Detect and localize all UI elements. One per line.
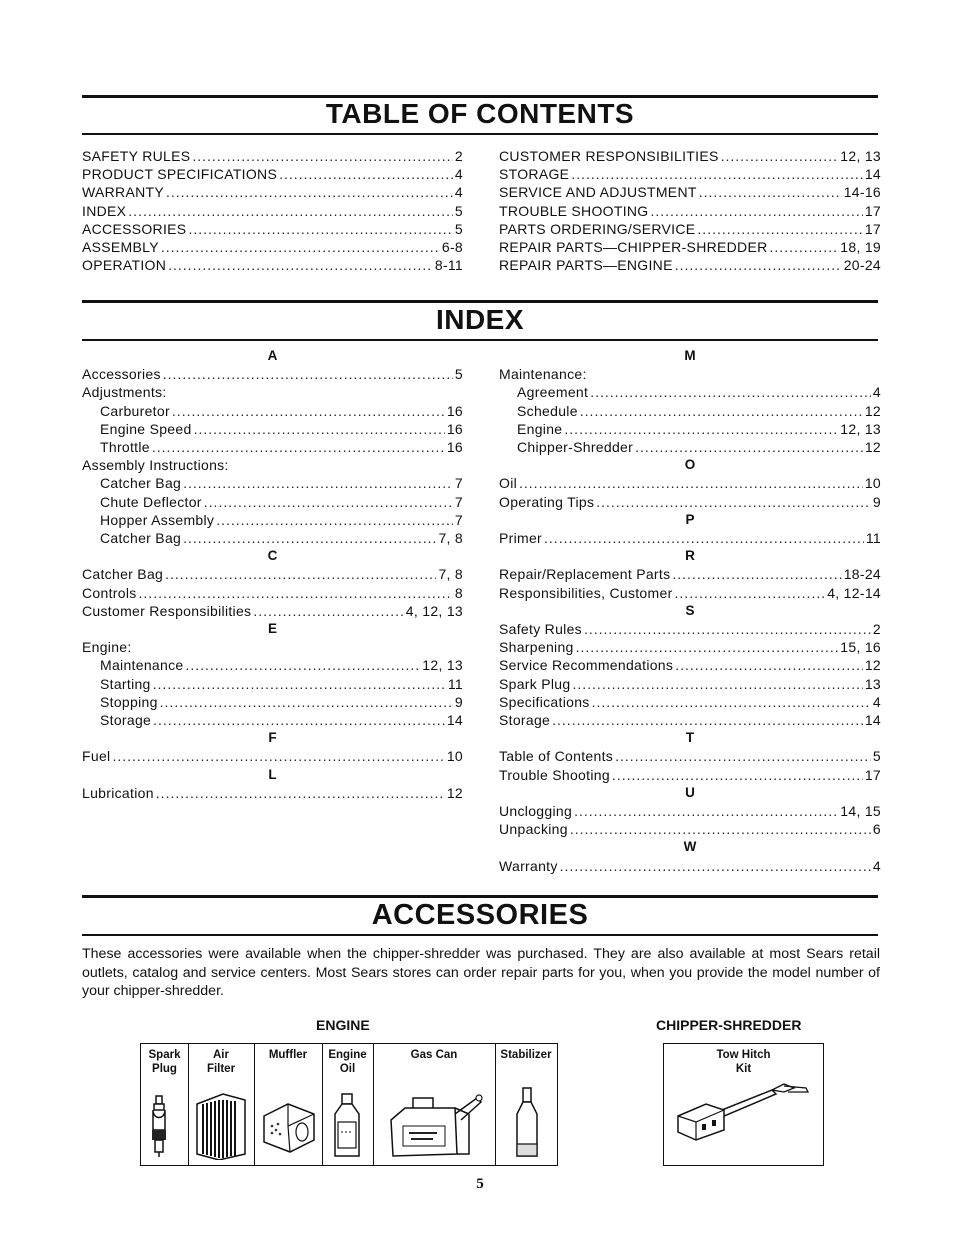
entry-page: 17 [864,202,881,219]
entry-page: 4 [872,384,881,401]
engine-group-label: ENGINE [316,1017,370,1033]
entry-page: 12, 13 [422,657,463,674]
entry-page: 12 [864,439,881,456]
entry-page: 4, 12, 13 [405,602,463,619]
index-entry [499,474,881,492]
toc-entry [82,183,463,201]
entry-label: Stopping [100,693,158,710]
index-letter-heading: T [685,730,695,746]
entry-page: 14-16 [843,184,881,201]
entry-label: PARTS ORDERING/SERVICE [499,220,696,237]
entry-label: Primer [499,530,543,547]
dot-leader [564,420,838,438]
entry-page: 4, 12-14 [827,584,881,601]
index-entry [499,820,881,838]
dot-leader [576,638,839,656]
entry-page: 9 [454,693,463,710]
dot-leader [163,365,453,383]
dot-leader [721,147,839,165]
stabilizer-icon [509,1086,545,1160]
dot-leader [160,693,453,711]
entry-label: WARRANTY [82,184,164,201]
entry-page: 13 [864,675,881,692]
engine-cell-4 [322,1044,374,1165]
dot-leader [572,675,862,693]
entry-label: TROUBLE SHOOTING [499,202,649,219]
entry-label: Engine Speed [100,420,192,437]
entry-label: SAFETY RULES [82,148,191,164]
entry-label: Operating Tips [499,493,595,510]
entry-label: Throttle [100,439,150,456]
index-group-heading [82,383,463,401]
entry-label: Safety Rules [499,621,582,638]
entry-label: REPAIR PARTS—CHIPPER-SHREDDER [499,239,768,256]
dot-leader [183,474,453,492]
toc-entry [82,238,463,256]
toc-entry [82,202,463,220]
entry-label: Agreement [517,384,589,401]
entry-label: Customer Responsibilities [82,602,252,619]
entry-page: 7, 8 [438,530,463,547]
dot-leader [697,220,862,238]
dot-leader [216,511,453,529]
engine-cell-5 [373,1044,496,1165]
toc-title: TABLE OF CONTENTS [325,98,635,129]
entry-label: Schedule [517,402,578,419]
toc-left-column [82,147,463,274]
index-entry [82,711,463,729]
toc-right-column [499,147,881,274]
entry-page: 12, 13 [840,148,881,164]
index-letter-heading: W [683,839,697,855]
entry-page: 5 [454,366,463,383]
entry-page: 17 [864,220,881,237]
entry-page: 2 [872,621,881,638]
index-entry [499,747,881,765]
entry-label: REPAIR PARTS—ENGINE [499,257,673,274]
dot-leader [188,220,452,238]
entry-page: 6-8 [441,239,463,256]
dot-leader [279,165,453,183]
entry-label: STORAGE [499,166,570,183]
index-entry [82,602,463,620]
entry-page: 18-24 [843,566,881,583]
entry-page: 4 [872,693,881,710]
toc-entry [499,165,881,183]
engine-accessories-table [140,1043,558,1166]
air-filter-label: Air Filter [206,1049,236,1075]
entry-label: Sharpening [499,639,574,656]
index-letter-heading: F [268,730,277,746]
entry-label: Accessories [82,366,161,383]
dot-leader [153,675,446,693]
index-letter-heading: M [684,348,696,363]
entry-label: Carburetor [100,402,170,419]
gas-can-label: Gas Can [410,1049,458,1061]
index-entry [499,565,881,583]
entry-label: Catcher Bag [100,475,182,492]
accessories-paragraph: These accessories were available when the chipper-shredder was purchased. They are also available at most Sears retail outlets, catalog and service centers. Most Sears stores can order repair parts for you, when you provide the model number of your chipper-shredder. [82,946,880,999]
index-entry [499,493,881,511]
entry-label: Hopper Assembly [100,511,215,528]
index-entry [499,857,881,875]
entry-page: 10 [864,475,881,492]
entry-label: Oil [499,475,518,492]
entry-page: 9 [872,493,881,510]
engine-oil-label: Engine Oil [328,1049,367,1075]
dot-leader [560,857,871,875]
tow-hitch-label: Tow Hitch Kit [716,1049,771,1075]
index-entry [82,529,463,547]
entry-page: 7, 8 [438,566,463,583]
entry-page: 4 [872,857,881,874]
dot-leader [185,656,420,674]
page-number: 5 [476,1176,484,1192]
engine-cell-2 [188,1044,255,1165]
dot-leader [675,656,863,674]
spark-plug-label: Spark Plug [148,1049,181,1075]
index-entry [82,584,463,602]
entry-label: Maintenance: [499,366,587,383]
entry-page: 14 [864,712,881,729]
entry-label: Unclogging [499,803,573,820]
index-entry [499,584,881,602]
entry-label: Trouble Shooting [499,766,610,783]
index-entry [499,766,881,784]
entry-page: 16 [446,420,463,437]
index-title: INDEX [435,304,525,335]
muffler-icon [258,1096,318,1156]
index-group-heading [499,365,881,383]
entry-page: 10 [446,748,463,765]
stabilizer-label: Stabilizer [500,1049,552,1061]
air-filter-icon [193,1090,249,1160]
dot-leader [675,256,842,274]
dot-leader [574,802,838,820]
entry-label: INDEX [82,202,127,219]
entry-label: ACCESSORIES [82,220,187,237]
index-entry [82,493,463,511]
toc-entry [499,183,881,201]
toc-entry [82,147,463,165]
index-entry [82,656,463,674]
index-entry [82,747,463,765]
dot-leader [699,183,842,201]
entry-label: Unpacking [499,821,568,838]
entry-page: 7 [454,475,463,492]
dot-leader [153,711,445,729]
index-entry [82,693,463,711]
entry-page: 16 [446,402,463,419]
index-entry [499,529,881,547]
index-group-heading [82,456,463,474]
entry-label: Engine: [82,639,132,656]
entry-page: 6 [872,821,881,838]
accessories-bottom-rule [82,934,878,936]
entry-page: 18, 19 [840,239,881,256]
dot-leader [166,183,453,201]
entry-page: 8-11 [434,257,463,274]
index-entry [499,420,881,438]
engine-cell-1 [141,1044,189,1165]
dot-leader [204,493,453,511]
index-entry [82,675,463,693]
entry-page: 14 [864,166,881,183]
dot-leader [615,747,871,765]
index-letter-heading: U [685,784,695,800]
spark-plug-icon [147,1094,171,1158]
entry-label: CUSTOMER RESPONSIBILITIES [499,148,719,164]
index-entry [82,402,463,420]
entry-label: Engine [517,420,563,437]
index-entry [499,675,881,693]
index-entry [82,784,463,802]
muffler-label: Muffler [268,1049,308,1061]
chipper-shredder-group-label: CHIPPER-SHREDDER [656,1017,802,1033]
entry-label: Warranty [499,857,558,874]
entry-page: 11 [865,530,881,547]
entry-label: Service Recommendations [499,657,674,674]
index-entry [499,656,881,674]
entry-page: 14, 15 [840,803,881,820]
dot-leader [571,165,863,183]
entry-page: 5 [454,220,463,237]
entry-page: 7 [454,493,463,510]
index-left-column [82,347,463,802]
entry-page: 14 [446,712,463,729]
entry-label: Storage [499,712,551,729]
dot-leader [770,238,839,256]
dot-leader [590,383,871,401]
index-entry [499,438,881,456]
dot-leader [165,565,436,583]
entry-page: 5 [872,748,881,765]
entry-label: Repair/Replacement Parts [499,566,671,583]
index-letter-heading: S [685,602,695,618]
dot-leader [672,565,841,583]
entry-page: 12, 13 [840,420,881,437]
toc-entry [82,220,463,238]
dot-leader [128,202,453,220]
index-letter-heading: E [267,621,277,637]
gas-can-icon [377,1084,489,1160]
dot-leader [194,420,445,438]
entry-label: Catcher Bag [82,566,164,583]
dot-leader [139,584,453,602]
index-entry [82,565,463,583]
entry-page: 8 [454,584,463,601]
entry-label: Storage [100,712,152,729]
index-letter-heading: C [267,548,278,564]
entry-label: Adjustments: [82,384,167,401]
index-bottom-rule [82,339,878,341]
index-group-heading [82,638,463,656]
entry-page: 4 [454,166,463,183]
tow-hitch-icon [672,1082,814,1142]
entry-label: OPERATION [82,257,167,274]
index-entry [499,693,881,711]
entry-label: Chute Deflector [100,493,202,510]
dot-leader [580,402,863,420]
dot-leader [544,529,864,547]
index-entry [82,511,463,529]
index-entry [499,802,881,820]
dot-leader [112,747,444,765]
dot-leader [584,620,871,638]
entry-label: Table of Contents [499,748,614,765]
dot-leader [592,693,871,711]
accessories-title: ACCESSORIES [371,899,589,931]
dot-leader [183,529,436,547]
entry-label: PRODUCT SPECIFICATIONS [82,166,278,183]
index-entry [82,438,463,456]
entry-label: ASSEMBLY [82,239,159,256]
index-letter-heading: P [685,511,695,527]
dot-leader [612,766,863,784]
dot-leader [161,238,440,256]
index-entry [82,474,463,492]
index-entry [499,383,881,401]
toc-entry [499,147,881,165]
entry-page: 20-24 [843,257,881,274]
entry-page: 12 [446,784,463,801]
dot-leader [192,147,453,165]
entry-label: Responsibilities, Customer [499,584,673,601]
index-entry [499,638,881,656]
entry-page: 4 [454,184,463,201]
entry-page: 2 [454,148,463,164]
entry-label: Specifications [499,693,590,710]
engine-cell-3 [254,1044,323,1165]
dot-leader [519,474,863,492]
toc-entry [499,256,881,274]
index-entry [82,420,463,438]
entry-page: 12 [864,402,881,419]
dot-leader [172,402,445,420]
toc-entry [499,202,881,220]
entry-page: 17 [864,766,881,783]
dot-leader [253,602,403,620]
chipper-shredder-accessories-table [663,1043,824,1166]
index-entry [499,402,881,420]
entry-page: 7 [454,511,463,528]
entry-page: 15, 16 [840,639,881,656]
dot-leader [156,784,445,802]
index-right-column [499,347,881,875]
index-entry [82,365,463,383]
engine-cell-6 [495,1044,557,1165]
dot-leader [650,202,862,220]
toc-entry [499,220,881,238]
dot-leader [635,438,863,456]
index-letter-heading: A [267,348,278,363]
toc-entry [82,256,463,274]
entry-label: Catcher Bag [100,530,182,547]
index-entry [499,711,881,729]
entry-label: Spark Plug [499,675,571,692]
index-letter-heading: O [684,457,696,473]
entry-label: Controls [82,584,137,601]
dot-leader [675,584,826,602]
entry-page: 11 [447,675,463,692]
entry-page: 16 [446,439,463,456]
entry-label: Starting [100,675,151,692]
toc-entry [82,165,463,183]
index-letter-heading: L [268,766,277,782]
engine-oil-icon [329,1092,365,1160]
dot-leader [168,256,433,274]
dot-leader [152,438,445,456]
dot-leader [552,711,863,729]
toc-bottom-rule [82,133,878,135]
dot-leader [570,820,871,838]
entry-label: Assembly Instructions: [82,457,229,474]
entry-label: Maintenance [100,657,184,674]
entry-label: SERVICE AND ADJUSTMENT [499,184,697,201]
index-letter-heading: R [685,548,695,564]
toc-entry [499,238,881,256]
entry-label: Fuel [82,748,111,765]
entry-page: 12 [864,657,881,674]
entry-label: Chipper-Shredder [517,439,634,456]
index-entry [499,620,881,638]
dot-leader [596,493,871,511]
entry-label: Lubrication [82,784,154,801]
entry-page: 5 [454,202,463,219]
